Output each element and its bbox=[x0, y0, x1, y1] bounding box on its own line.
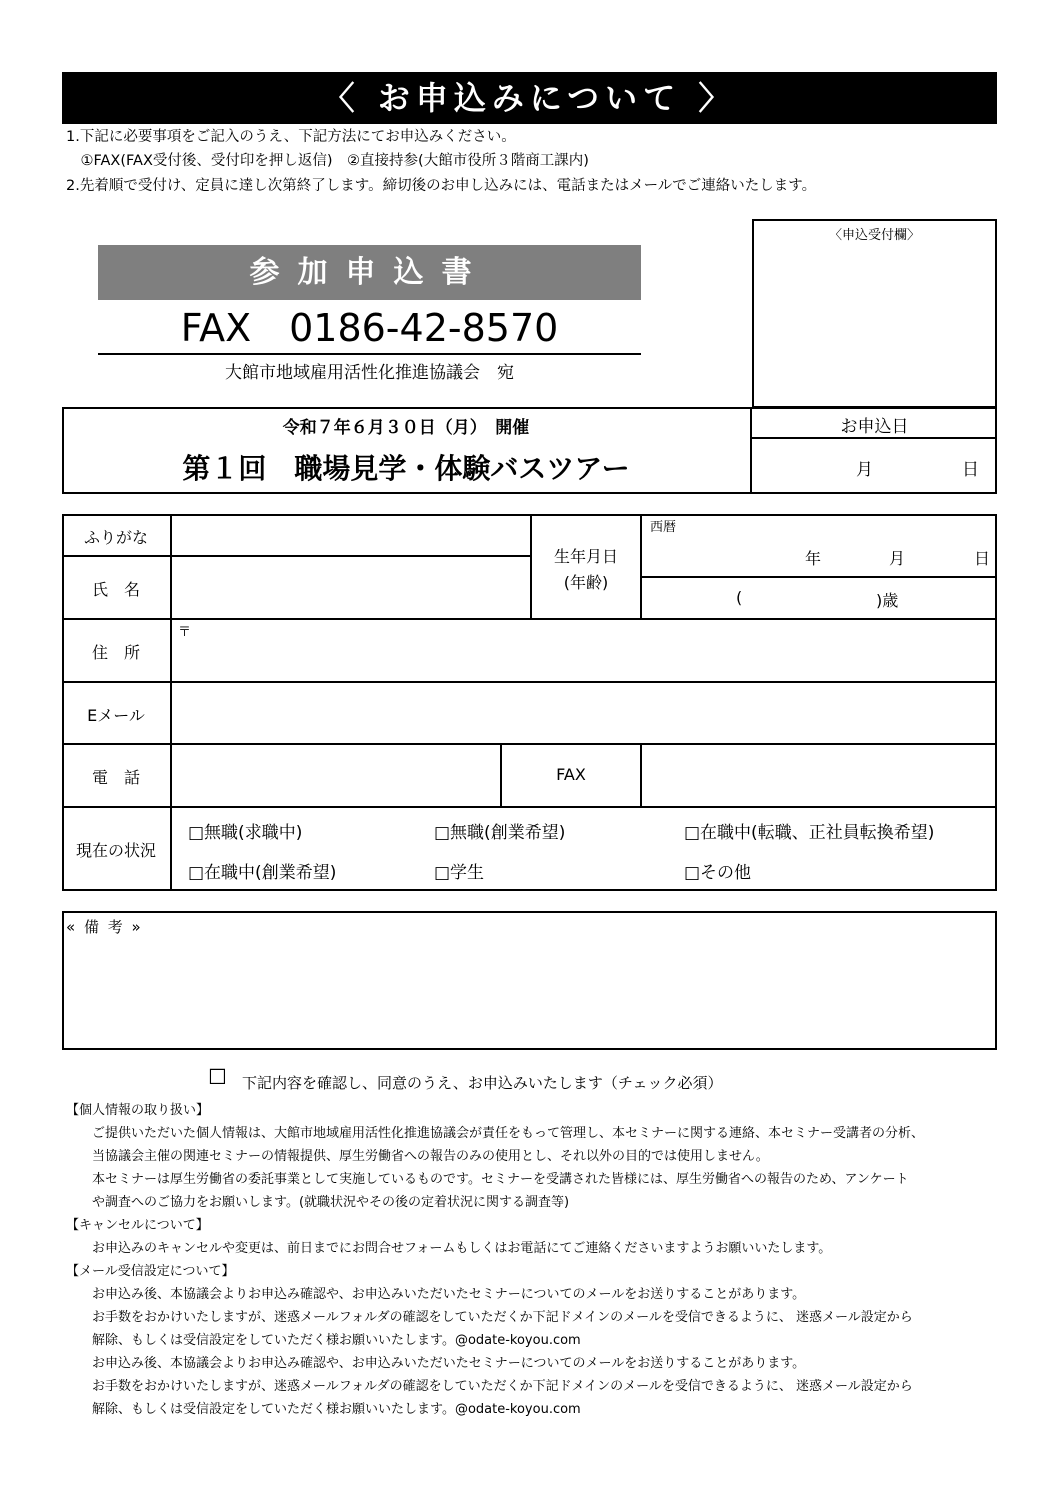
apply-date-divider bbox=[750, 437, 997, 439]
consent-text: 下記内容を確認し、同意のうえ、お申込みいたします（チェック必須） bbox=[242, 1074, 723, 1092]
note-line: 本セミナーは厚生労働省の委託事業として実施しているものです。セミナーを受講された皆様には、厚生労働省への報告のため、アンケート bbox=[92, 1172, 909, 1187]
phone-input[interactable] bbox=[172, 745, 500, 806]
instruction-line-1: 1.下記に必要事項をご記入のうえ、下記方法にてお申込みください。 bbox=[66, 129, 516, 145]
name-label: 氏 名 bbox=[91, 580, 140, 599]
note-line: お手数をおかけいたしますが、迷惑メールフォルダの確認をしていただくか下記ドメインのメールを受信できるように、 迷惑メール設定から bbox=[92, 1310, 913, 1325]
receipt-box[interactable] bbox=[752, 219, 997, 408]
address-label: 住 所 bbox=[91, 643, 140, 662]
instruction-line-3: 2.先着順で受付け、定員に達し次第終了します。締切後のお申し込みには、電話またはメールでご連絡いたします。 bbox=[66, 178, 817, 194]
birth-year-label: 年 bbox=[805, 549, 822, 568]
note-line: や調査へのご協力をお願いします。(就職状況やその後の定着状況に関する調査等) bbox=[92, 1195, 570, 1210]
remarks-label: « 備 考 » bbox=[66, 918, 143, 936]
age-open: ( bbox=[736, 588, 743, 607]
status-employed-startup[interactable]: □在職中(創業希望) bbox=[188, 863, 337, 883]
row-line-birth bbox=[641, 576, 997, 578]
receipt-label: 〈申込受付欄〉 bbox=[828, 228, 920, 243]
apply-day: 日 bbox=[962, 460, 979, 480]
age-close: )歳 bbox=[876, 591, 899, 610]
recipient: 大館市地域雇用活性化推進協議会 宛 bbox=[225, 363, 514, 383]
fax-number: FAX 0186-42-8570 bbox=[180, 306, 559, 350]
address-input[interactable] bbox=[172, 620, 997, 681]
event-title: 第１回 職場見学・体験バスツアー bbox=[182, 452, 630, 485]
note-heading: 【メール受信設定について】 bbox=[66, 1264, 235, 1279]
note-heading: 【キャンセルについて】 bbox=[66, 1218, 209, 1233]
email-label: Eメール bbox=[87, 706, 145, 725]
birth-label-line bbox=[640, 514, 642, 619]
apply-month: 月 bbox=[856, 460, 873, 480]
row-line-phone bbox=[62, 806, 997, 808]
note-line: 当協議会主催の関連セミナーの情報提供、厚生労働省への報告のみの使用とし、それ以外の目的では使用しません。 bbox=[92, 1149, 769, 1164]
furigana-label: ふりがな bbox=[83, 528, 148, 547]
form-title: 参加申込書 bbox=[98, 245, 641, 300]
consent-checkbox[interactable]: ☐ bbox=[208, 1065, 227, 1089]
status-student[interactable]: □学生 bbox=[434, 863, 485, 883]
furigana-input[interactable] bbox=[172, 516, 530, 555]
note-line: 解除、もしくは受信設定をしていただく様お願いいたします。@odate-koyou.com bbox=[92, 1402, 581, 1417]
phone-label: 電 話 bbox=[91, 768, 140, 787]
apply-date-label: お申込日 bbox=[840, 417, 909, 437]
status-unemployed-seeking[interactable]: □無職(求職中) bbox=[188, 823, 303, 843]
birth-day-label: 日 bbox=[974, 549, 991, 568]
note-heading: 【個人情報の取り扱い】 bbox=[66, 1103, 210, 1118]
birth-label: 生年月日 bbox=[553, 547, 618, 566]
fax-input[interactable] bbox=[642, 745, 997, 806]
birth-month-label: 月 bbox=[889, 549, 906, 568]
note-line: 解除、もしくは受信設定をしていただく様お願いいたします。@odate-koyou.com bbox=[92, 1333, 581, 1348]
note-line: お申込み後、本協議会よりお申込み確認や、お申込みいただいたセミナーについてのメールをお送りすることがあります。 bbox=[92, 1287, 806, 1302]
fax-label: FAX bbox=[556, 765, 586, 784]
instruction-line-2: ①FAX(FAX受付後、受付印を押し返信) ②直接持参(大館市役所３階商工課内) bbox=[66, 153, 589, 169]
status-label: 現在の状況 bbox=[75, 841, 156, 860]
email-input[interactable] bbox=[172, 683, 997, 743]
remarks-box[interactable] bbox=[62, 911, 997, 1050]
name-input[interactable] bbox=[172, 557, 530, 618]
note-line: お申込みのキャンセルや変更は、前日までにお問合せフォームもしくはお電話にてご連絡くださいますようお願いいたします。 bbox=[92, 1241, 832, 1256]
status-other[interactable]: □その他 bbox=[684, 863, 752, 883]
note-line: お申込み後、本協議会よりお申込み確認や、お申込みいただいたセミナーについてのメールをお送りすることがあります。 bbox=[92, 1356, 806, 1371]
postal-mark: 〒 bbox=[178, 625, 192, 640]
fax-underline bbox=[98, 353, 641, 355]
note-line: お手数をおかけいたしますが、迷惑メールフォルダの確認をしていただくか下記ドメインのメールを受信できるように、 迷惑メール設定から bbox=[92, 1379, 913, 1394]
seireki-label: 西暦 bbox=[650, 520, 677, 535]
status-unemployed-startup[interactable]: □無職(創業希望) bbox=[434, 823, 566, 843]
event-date: 令和７年６月３０日（月） 開催 bbox=[282, 418, 530, 438]
age-label: (年齢) bbox=[563, 573, 609, 592]
page-banner: 〈 お申込みについて 〉 bbox=[62, 72, 997, 124]
note-line: ご提供いただいた個人情報は、大館市地域雇用活性化推進協議会が責任をもって管理し、本セミナーに関する連絡、本セミナー受講者の分析、 bbox=[92, 1126, 925, 1141]
status-employed-change[interactable]: □在職中(転職、正社員転換希望) bbox=[684, 823, 935, 843]
